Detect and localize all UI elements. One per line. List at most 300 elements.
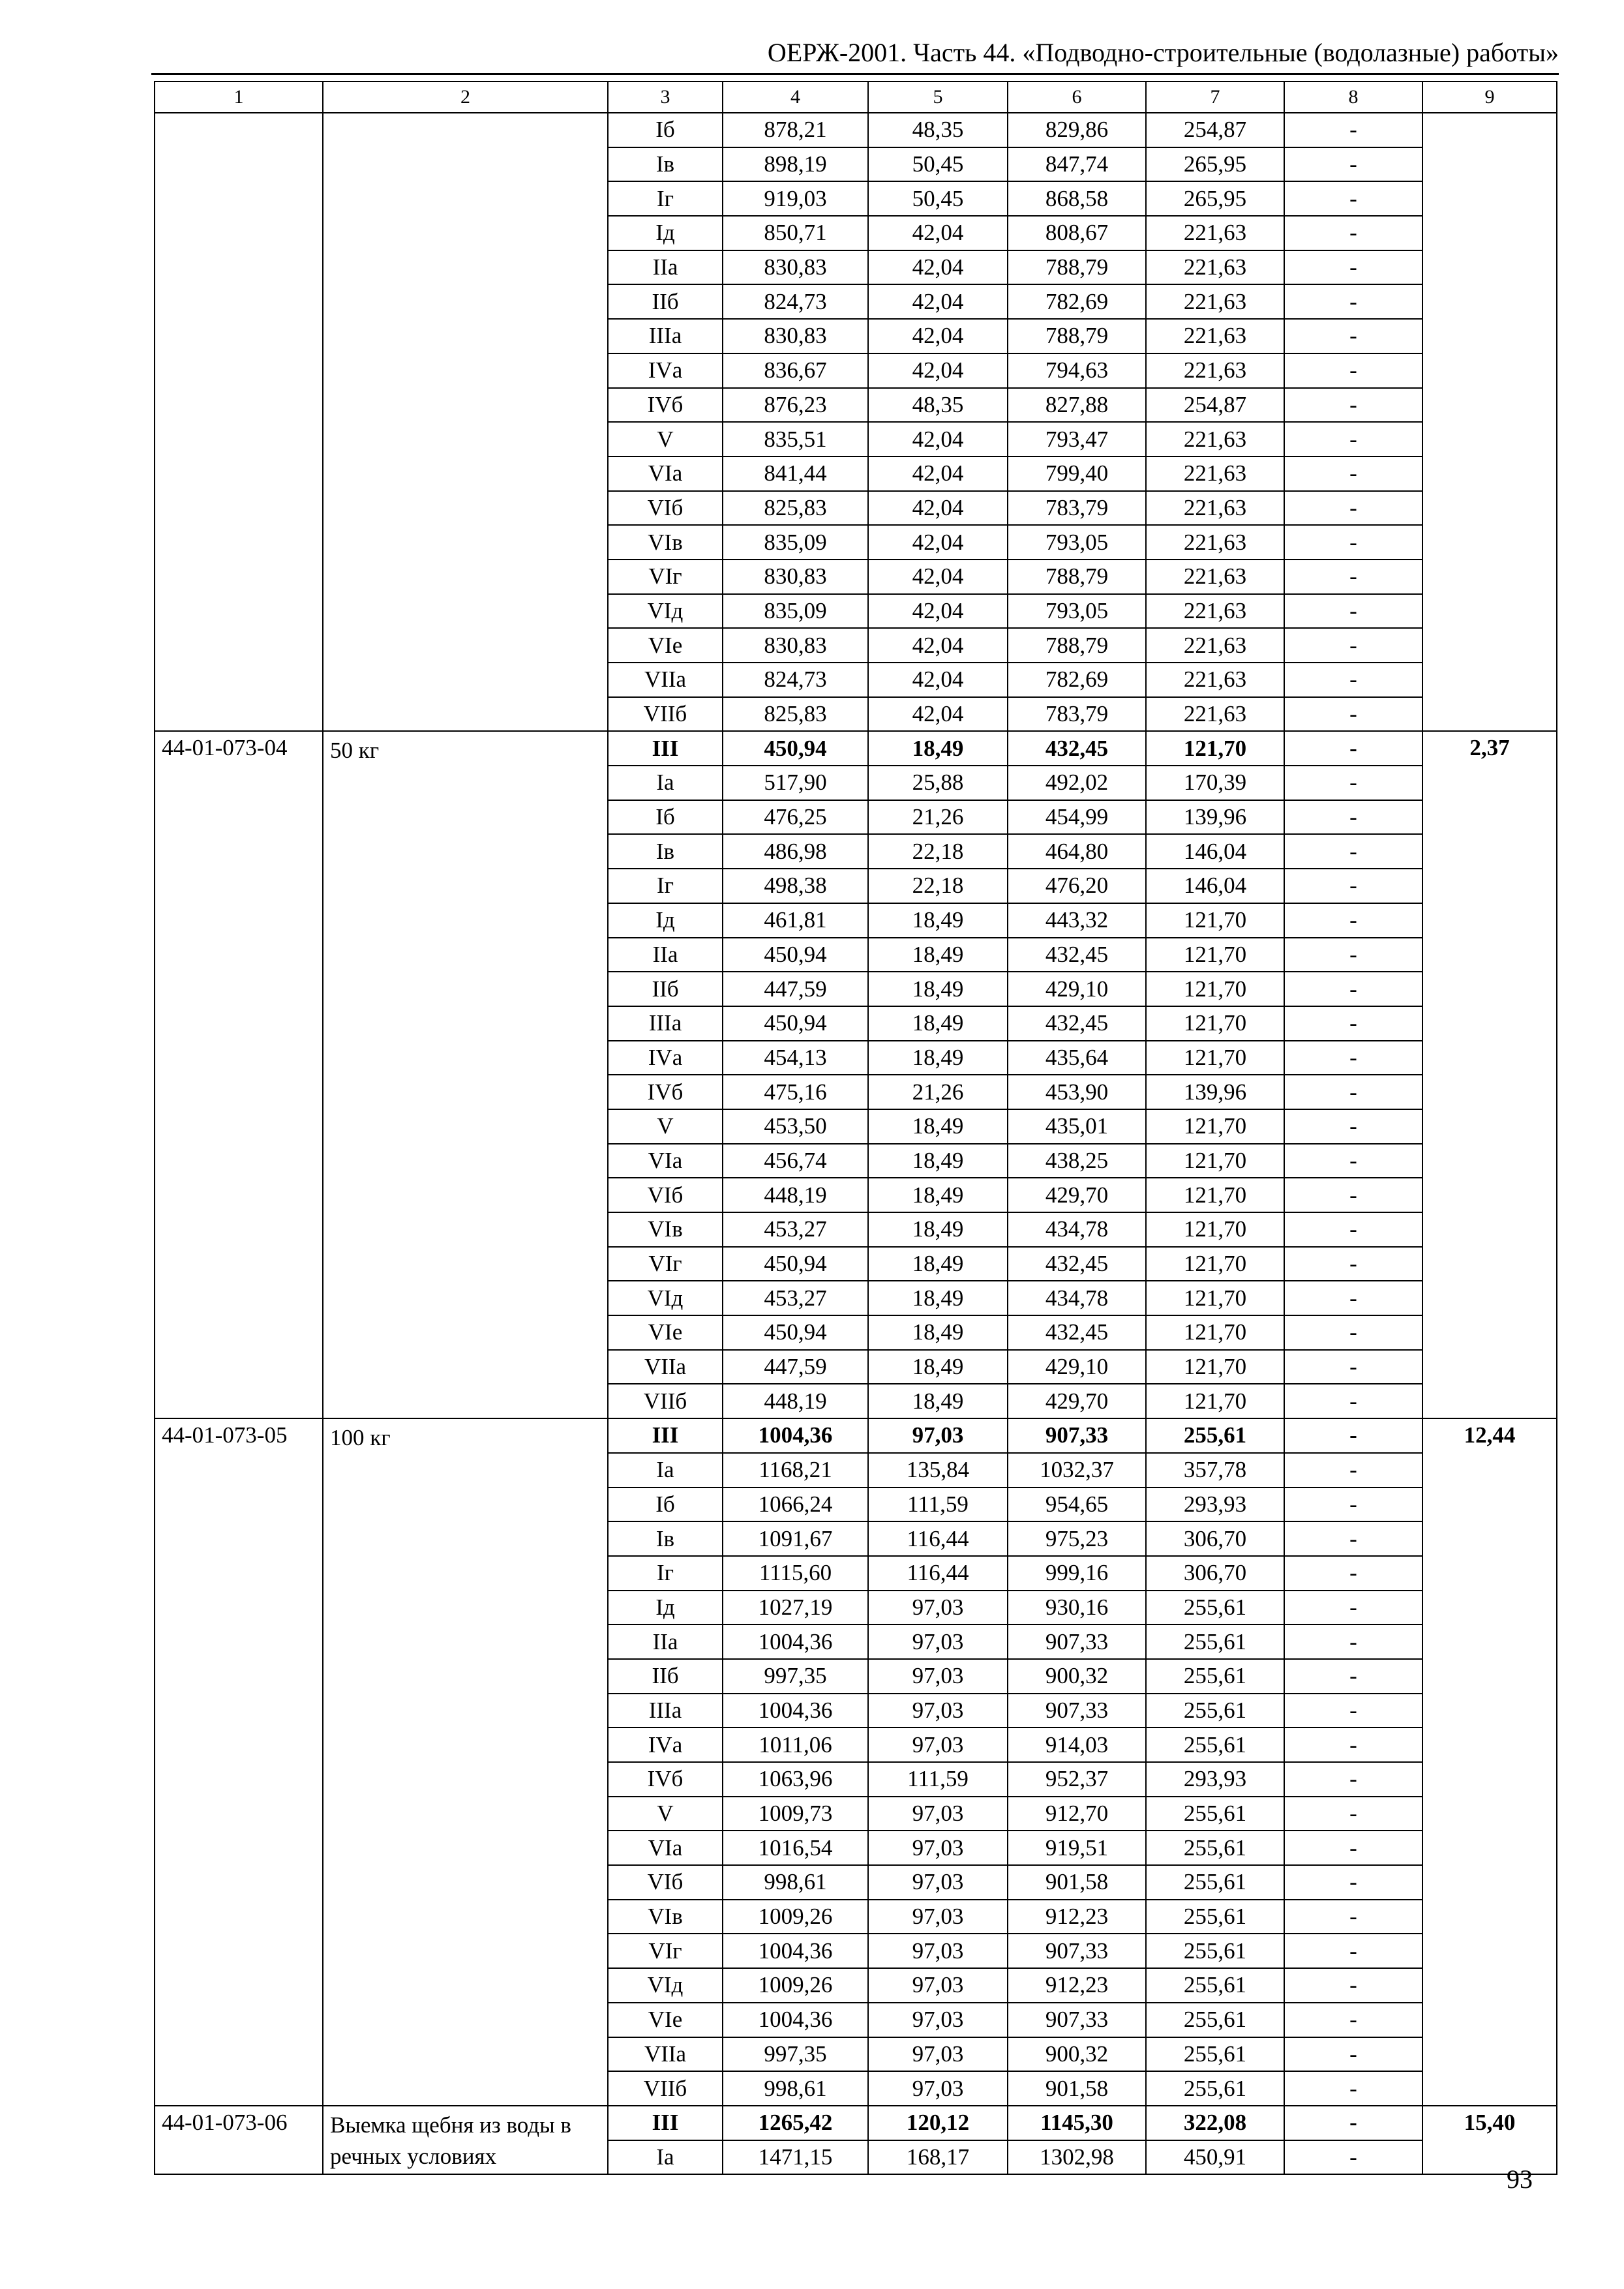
machinist-wage: 255,61 bbox=[1146, 2037, 1284, 2072]
total-cost: 450,94 bbox=[723, 1315, 868, 1350]
materials-cost: - bbox=[1284, 1968, 1422, 2003]
rate-code: 44-01-073-04 bbox=[155, 731, 323, 1418]
rates-table bbox=[154, 81, 1557, 2175]
total-cost: 1016,54 bbox=[723, 1831, 868, 1865]
machinist-wage: 121,70 bbox=[1146, 1384, 1284, 1418]
machine-cost: 901,58 bbox=[1008, 2071, 1146, 2106]
total-cost: 830,83 bbox=[723, 560, 868, 594]
region-code: IIIа bbox=[608, 319, 723, 353]
machine-cost: 907,33 bbox=[1008, 2003, 1146, 2037]
region-code: VIг bbox=[608, 560, 723, 594]
materials-cost: - bbox=[1284, 594, 1422, 629]
labor-cost: 18,49 bbox=[868, 1109, 1008, 1144]
region-code: IVа bbox=[608, 353, 723, 388]
machine-cost: 907,33 bbox=[1008, 1624, 1146, 1659]
machine-cost: 952,37 bbox=[1008, 1762, 1146, 1797]
region-code: Iа bbox=[608, 1453, 723, 1488]
labor-cost: 42,04 bbox=[868, 456, 1008, 491]
machinist-wage: 221,63 bbox=[1146, 697, 1284, 732]
region-code: III bbox=[608, 2106, 723, 2140]
region-code: III bbox=[608, 1418, 723, 1453]
materials-cost: - bbox=[1284, 1934, 1422, 1968]
labor-cost: 42,04 bbox=[868, 594, 1008, 629]
header-rule bbox=[151, 73, 1559, 75]
table-row bbox=[155, 2106, 1557, 2140]
total-cost: 998,61 bbox=[723, 1865, 868, 1900]
materials-cost: - bbox=[1284, 2003, 1422, 2037]
materials-cost: - bbox=[1284, 2037, 1422, 2072]
total-cost: 1004,36 bbox=[723, 1624, 868, 1659]
total-cost: 835,09 bbox=[723, 594, 868, 629]
materials-cost: - bbox=[1284, 731, 1422, 766]
region-code: VIв bbox=[608, 1900, 723, 1934]
region-code: Iв bbox=[608, 1521, 723, 1556]
labor-cost: 42,04 bbox=[868, 284, 1008, 319]
labor-hours bbox=[1422, 113, 1557, 731]
labor-cost: 42,04 bbox=[868, 216, 1008, 250]
machine-cost: 429,70 bbox=[1008, 1178, 1146, 1212]
region-code: VIд bbox=[608, 594, 723, 629]
region-code: VIд bbox=[608, 1968, 723, 2003]
labor-cost: 42,04 bbox=[868, 250, 1008, 285]
total-cost: 878,21 bbox=[723, 113, 868, 147]
region-code: VIIа bbox=[608, 1350, 723, 1384]
machine-cost: 782,69 bbox=[1008, 284, 1146, 319]
materials-cost: - bbox=[1284, 1521, 1422, 1556]
total-cost: 453,50 bbox=[723, 1109, 868, 1144]
total-cost: 898,19 bbox=[723, 147, 868, 182]
materials-cost: - bbox=[1284, 628, 1422, 663]
machine-cost: 914,03 bbox=[1008, 1728, 1146, 1762]
machinist-wage: 255,61 bbox=[1146, 1728, 1284, 1762]
machinist-wage: 221,63 bbox=[1146, 422, 1284, 456]
machine-cost: 782,69 bbox=[1008, 663, 1146, 697]
materials-cost: - bbox=[1284, 560, 1422, 594]
region-code: Iд bbox=[608, 903, 723, 938]
labor-cost: 97,03 bbox=[868, 1968, 1008, 2003]
machine-cost: 788,79 bbox=[1008, 560, 1146, 594]
labor-cost: 97,03 bbox=[868, 1797, 1008, 1831]
labor-cost: 42,04 bbox=[868, 697, 1008, 732]
region-code: Iб bbox=[608, 800, 723, 835]
region-code: VIг bbox=[608, 1934, 723, 1968]
materials-cost: - bbox=[1284, 1178, 1422, 1212]
materials-cost: - bbox=[1284, 216, 1422, 250]
machinist-wage: 255,61 bbox=[1146, 2071, 1284, 2106]
region-code: VIг bbox=[608, 1247, 723, 1281]
machine-cost: 900,32 bbox=[1008, 2037, 1146, 2072]
machinist-wage: 139,96 bbox=[1146, 800, 1284, 835]
labor-cost: 25,88 bbox=[868, 766, 1008, 800]
machinist-wage: 254,87 bbox=[1146, 113, 1284, 147]
region-code: Iа bbox=[608, 2140, 723, 2175]
region-code: V bbox=[608, 422, 723, 456]
labor-cost: 97,03 bbox=[868, 1865, 1008, 1900]
materials-cost: - bbox=[1284, 1488, 1422, 1522]
region-code: Iг bbox=[608, 181, 723, 216]
labor-cost: 18,49 bbox=[868, 1144, 1008, 1178]
materials-cost: - bbox=[1284, 1694, 1422, 1728]
materials-cost: - bbox=[1284, 388, 1422, 423]
region-code: VIе bbox=[608, 1315, 723, 1350]
total-cost: 1027,19 bbox=[723, 1591, 868, 1625]
total-cost: 498,38 bbox=[723, 869, 868, 903]
labor-cost: 21,26 bbox=[868, 800, 1008, 835]
machinist-wage: 121,70 bbox=[1146, 1350, 1284, 1384]
work-name: 100 кг bbox=[323, 1418, 608, 2106]
materials-cost: - bbox=[1284, 491, 1422, 526]
total-cost: 824,73 bbox=[723, 284, 868, 319]
region-code: IVа bbox=[608, 1041, 723, 1075]
region-code: IIIа bbox=[608, 1006, 723, 1041]
total-cost: 876,23 bbox=[723, 388, 868, 423]
machinist-wage: 121,70 bbox=[1146, 1315, 1284, 1350]
machinist-wage: 146,04 bbox=[1146, 834, 1284, 869]
labor-cost: 42,04 bbox=[868, 628, 1008, 663]
machinist-wage: 221,63 bbox=[1146, 216, 1284, 250]
machine-cost: 827,88 bbox=[1008, 388, 1146, 423]
column-number: 9 bbox=[1422, 82, 1557, 113]
total-cost: 997,35 bbox=[723, 2037, 868, 2072]
materials-cost: - bbox=[1284, 113, 1422, 147]
total-cost: 1168,21 bbox=[723, 1453, 868, 1488]
machinist-wage: 121,70 bbox=[1146, 1212, 1284, 1247]
machinist-wage: 255,61 bbox=[1146, 1934, 1284, 1968]
machinist-wage: 221,63 bbox=[1146, 525, 1284, 560]
labor-cost: 18,49 bbox=[868, 1212, 1008, 1247]
total-cost: 1066,24 bbox=[723, 1488, 868, 1522]
machinist-wage: 221,63 bbox=[1146, 353, 1284, 388]
labor-cost: 18,49 bbox=[868, 1178, 1008, 1212]
total-cost: 1115,60 bbox=[723, 1556, 868, 1591]
labor-cost: 116,44 bbox=[868, 1521, 1008, 1556]
machine-cost: 907,33 bbox=[1008, 1694, 1146, 1728]
total-cost: 825,83 bbox=[723, 491, 868, 526]
machine-cost: 900,32 bbox=[1008, 1659, 1146, 1694]
total-cost: 453,27 bbox=[723, 1281, 868, 1315]
table-row bbox=[155, 1418, 1557, 1453]
machinist-wage: 450,91 bbox=[1146, 2140, 1284, 2175]
materials-cost: - bbox=[1284, 1762, 1422, 1797]
total-cost: 1004,36 bbox=[723, 1418, 868, 1453]
machinist-wage: 255,61 bbox=[1146, 1900, 1284, 1934]
materials-cost: - bbox=[1284, 834, 1422, 869]
machine-cost: 930,16 bbox=[1008, 1591, 1146, 1625]
work-name bbox=[323, 113, 608, 731]
machinist-wage: 121,70 bbox=[1146, 1281, 1284, 1315]
labor-cost: 22,18 bbox=[868, 834, 1008, 869]
region-code: VIа bbox=[608, 1144, 723, 1178]
machinist-wage: 121,70 bbox=[1146, 972, 1284, 1006]
total-cost: 475,16 bbox=[723, 1075, 868, 1109]
materials-cost: - bbox=[1284, 422, 1422, 456]
machinist-wage: 265,95 bbox=[1146, 147, 1284, 182]
total-cost: 835,09 bbox=[723, 525, 868, 560]
machine-cost: 432,45 bbox=[1008, 1247, 1146, 1281]
machine-cost: 808,67 bbox=[1008, 216, 1146, 250]
materials-cost: - bbox=[1284, 2106, 1422, 2140]
region-code: VIIб bbox=[608, 2071, 723, 2106]
materials-cost: - bbox=[1284, 697, 1422, 732]
total-cost: 447,59 bbox=[723, 972, 868, 1006]
region-code: VIIа bbox=[608, 2037, 723, 2072]
machine-cost: 1145,30 bbox=[1008, 2106, 1146, 2140]
materials-cost: - bbox=[1284, 1591, 1422, 1625]
machine-cost: 492,02 bbox=[1008, 766, 1146, 800]
machine-cost: 1032,37 bbox=[1008, 1453, 1146, 1488]
column-number: 3 bbox=[608, 82, 723, 113]
machine-cost: 788,79 bbox=[1008, 319, 1146, 353]
labor-cost: 97,03 bbox=[868, 1591, 1008, 1625]
total-cost: 447,59 bbox=[723, 1350, 868, 1384]
region-code: VIе bbox=[608, 628, 723, 663]
machine-cost: 464,80 bbox=[1008, 834, 1146, 869]
work-name: 50 кг bbox=[323, 731, 608, 1418]
machine-cost: 907,33 bbox=[1008, 1418, 1146, 1453]
column-number: 7 bbox=[1146, 82, 1284, 113]
labor-cost: 18,49 bbox=[868, 903, 1008, 938]
column-number-row bbox=[155, 82, 1557, 113]
machine-cost: 912,23 bbox=[1008, 1900, 1146, 1934]
machine-cost: 975,23 bbox=[1008, 1521, 1146, 1556]
total-cost: 448,19 bbox=[723, 1384, 868, 1418]
machine-cost: 435,01 bbox=[1008, 1109, 1146, 1144]
total-cost: 830,83 bbox=[723, 319, 868, 353]
machine-cost: 907,33 bbox=[1008, 1934, 1146, 1968]
region-code: IIа bbox=[608, 1624, 723, 1659]
machinist-wage: 121,70 bbox=[1146, 1178, 1284, 1212]
materials-cost: - bbox=[1284, 1900, 1422, 1934]
region-code: IIIа bbox=[608, 1694, 723, 1728]
machinist-wage: 121,70 bbox=[1146, 1006, 1284, 1041]
machinist-wage: 322,08 bbox=[1146, 2106, 1284, 2140]
machinist-wage: 121,70 bbox=[1146, 938, 1284, 972]
region-code: Iв bbox=[608, 834, 723, 869]
materials-cost: - bbox=[1284, 319, 1422, 353]
labor-cost: 120,12 bbox=[868, 2106, 1008, 2140]
region-code: Iд bbox=[608, 216, 723, 250]
machinist-wage: 221,63 bbox=[1146, 250, 1284, 285]
machine-cost: 1302,98 bbox=[1008, 2140, 1146, 2175]
machine-cost: 829,86 bbox=[1008, 113, 1146, 147]
machine-cost: 919,51 bbox=[1008, 1831, 1146, 1865]
region-code: IVа bbox=[608, 1728, 723, 1762]
machine-cost: 783,79 bbox=[1008, 491, 1146, 526]
machine-cost: 847,74 bbox=[1008, 147, 1146, 182]
region-code: VIв bbox=[608, 1212, 723, 1247]
machinist-wage: 255,61 bbox=[1146, 1831, 1284, 1865]
labor-cost: 48,35 bbox=[868, 388, 1008, 423]
materials-cost: - bbox=[1284, 147, 1422, 182]
machine-cost: 912,23 bbox=[1008, 1968, 1146, 2003]
total-cost: 450,94 bbox=[723, 938, 868, 972]
machine-cost: 429,10 bbox=[1008, 972, 1146, 1006]
machinist-wage: 121,70 bbox=[1146, 1109, 1284, 1144]
labor-cost: 97,03 bbox=[868, 2003, 1008, 2037]
total-cost: 453,27 bbox=[723, 1212, 868, 1247]
machinist-wage: 121,70 bbox=[1146, 1247, 1284, 1281]
labor-cost: 42,04 bbox=[868, 560, 1008, 594]
region-code: VIд bbox=[608, 1281, 723, 1315]
region-code: VIа bbox=[608, 456, 723, 491]
total-cost: 1004,36 bbox=[723, 1934, 868, 1968]
machine-cost: 432,45 bbox=[1008, 1315, 1146, 1350]
region-code: IIа bbox=[608, 938, 723, 972]
region-code: IIб bbox=[608, 1659, 723, 1694]
machinist-wage: 221,63 bbox=[1146, 284, 1284, 319]
labor-hours: 12,44 bbox=[1422, 1418, 1557, 2106]
materials-cost: - bbox=[1284, 800, 1422, 835]
machinist-wage: 255,61 bbox=[1146, 1865, 1284, 1900]
machine-cost: 432,45 bbox=[1008, 938, 1146, 972]
machine-cost: 999,16 bbox=[1008, 1556, 1146, 1591]
table-row bbox=[155, 113, 1557, 147]
materials-cost: - bbox=[1284, 181, 1422, 216]
region-code: Iб bbox=[608, 113, 723, 147]
labor-cost: 42,04 bbox=[868, 422, 1008, 456]
machine-cost: 794,63 bbox=[1008, 353, 1146, 388]
labor-hours: 2,37 bbox=[1422, 731, 1557, 1418]
materials-cost: - bbox=[1284, 250, 1422, 285]
materials-cost: - bbox=[1284, 284, 1422, 319]
region-code: Iб bbox=[608, 1488, 723, 1522]
labor-cost: 18,49 bbox=[868, 1384, 1008, 1418]
labor-cost: 50,45 bbox=[868, 147, 1008, 182]
machinist-wage: 255,61 bbox=[1146, 1694, 1284, 1728]
total-cost: 448,19 bbox=[723, 1178, 868, 1212]
machine-cost: 435,64 bbox=[1008, 1041, 1146, 1075]
labor-cost: 97,03 bbox=[868, 2071, 1008, 2106]
machinist-wage: 265,95 bbox=[1146, 181, 1284, 216]
machine-cost: 476,20 bbox=[1008, 869, 1146, 903]
materials-cost: - bbox=[1284, 525, 1422, 560]
materials-cost: - bbox=[1284, 1075, 1422, 1109]
machine-cost: 429,10 bbox=[1008, 1350, 1146, 1384]
total-cost: 824,73 bbox=[723, 663, 868, 697]
labor-cost: 18,49 bbox=[868, 1041, 1008, 1075]
machinist-wage: 255,61 bbox=[1146, 1968, 1284, 2003]
materials-cost: - bbox=[1284, 1212, 1422, 1247]
labor-cost: 18,49 bbox=[868, 731, 1008, 766]
materials-cost: - bbox=[1284, 353, 1422, 388]
total-cost: 456,74 bbox=[723, 1144, 868, 1178]
labor-cost: 42,04 bbox=[868, 319, 1008, 353]
region-code: Iв bbox=[608, 147, 723, 182]
labor-cost: 116,44 bbox=[868, 1556, 1008, 1591]
machine-cost: 912,70 bbox=[1008, 1797, 1146, 1831]
materials-cost: - bbox=[1284, 1453, 1422, 1488]
materials-cost: - bbox=[1284, 1728, 1422, 1762]
machinist-wage: 146,04 bbox=[1146, 869, 1284, 903]
region-code: VIе bbox=[608, 2003, 723, 2037]
region-code: VIIб bbox=[608, 697, 723, 732]
total-cost: 454,13 bbox=[723, 1041, 868, 1075]
machine-cost: 438,25 bbox=[1008, 1144, 1146, 1178]
column-number: 2 bbox=[323, 82, 608, 113]
total-cost: 850,71 bbox=[723, 216, 868, 250]
region-code: IVб bbox=[608, 1075, 723, 1109]
region-code: VIIб bbox=[608, 1384, 723, 1418]
region-code: IVб bbox=[608, 1762, 723, 1797]
machinist-wage: 293,93 bbox=[1146, 1762, 1284, 1797]
materials-cost: - bbox=[1284, 456, 1422, 491]
materials-cost: - bbox=[1284, 1797, 1422, 1831]
rate-code: 44-01-073-06 bbox=[155, 2106, 323, 2174]
labor-cost: 42,04 bbox=[868, 491, 1008, 526]
region-code: IIб bbox=[608, 284, 723, 319]
labor-cost: 97,03 bbox=[868, 1831, 1008, 1865]
region-code: VIб bbox=[608, 1865, 723, 1900]
machine-cost: 432,45 bbox=[1008, 1006, 1146, 1041]
labor-cost: 97,03 bbox=[868, 1418, 1008, 1453]
machinist-wage: 221,63 bbox=[1146, 560, 1284, 594]
page-number: 93 bbox=[1507, 2164, 1533, 2194]
machinist-wage: 255,61 bbox=[1146, 1797, 1284, 1831]
region-code: VIб bbox=[608, 1178, 723, 1212]
machinist-wage: 306,70 bbox=[1146, 1556, 1284, 1591]
machinist-wage: 221,63 bbox=[1146, 594, 1284, 629]
materials-cost: - bbox=[1284, 869, 1422, 903]
machine-cost: 793,47 bbox=[1008, 422, 1146, 456]
materials-cost: - bbox=[1284, 1350, 1422, 1384]
column-number: 8 bbox=[1284, 82, 1422, 113]
column-number: 5 bbox=[868, 82, 1008, 113]
machinist-wage: 255,61 bbox=[1146, 1418, 1284, 1453]
materials-cost: - bbox=[1284, 1315, 1422, 1350]
materials-cost: - bbox=[1284, 903, 1422, 938]
labor-cost: 18,49 bbox=[868, 1247, 1008, 1281]
machinist-wage: 221,63 bbox=[1146, 663, 1284, 697]
region-code: IVб bbox=[608, 388, 723, 423]
machine-cost: 793,05 bbox=[1008, 594, 1146, 629]
labor-cost: 18,49 bbox=[868, 938, 1008, 972]
region-code: V bbox=[608, 1109, 723, 1144]
labor-cost: 18,49 bbox=[868, 1315, 1008, 1350]
total-cost: 830,83 bbox=[723, 628, 868, 663]
total-cost: 1011,06 bbox=[723, 1728, 868, 1762]
region-code: V bbox=[608, 1797, 723, 1831]
materials-cost: - bbox=[1284, 1041, 1422, 1075]
total-cost: 450,94 bbox=[723, 731, 868, 766]
machinist-wage: 121,70 bbox=[1146, 1144, 1284, 1178]
machine-cost: 901,58 bbox=[1008, 1865, 1146, 1900]
materials-cost: - bbox=[1284, 1109, 1422, 1144]
work-name: Выемка щебня из воды в речных условиях bbox=[323, 2106, 608, 2174]
machinist-wage: 170,39 bbox=[1146, 766, 1284, 800]
region-code: Iг bbox=[608, 1556, 723, 1591]
rate-code: 44-01-073-05 bbox=[155, 1418, 323, 2106]
region-code: VIв bbox=[608, 525, 723, 560]
materials-cost: - bbox=[1284, 1418, 1422, 1453]
labor-cost: 18,49 bbox=[868, 972, 1008, 1006]
region-code: VIа bbox=[608, 1831, 723, 1865]
machine-cost: 453,90 bbox=[1008, 1075, 1146, 1109]
materials-cost: - bbox=[1284, 766, 1422, 800]
total-cost: 835,51 bbox=[723, 422, 868, 456]
page-header: ОЕРЖ-2001. Часть 44. «Подводно-строительные (водолазные) работы» bbox=[767, 38, 1559, 67]
materials-cost: - bbox=[1284, 1556, 1422, 1591]
total-cost: 1004,36 bbox=[723, 1694, 868, 1728]
labor-cost: 22,18 bbox=[868, 869, 1008, 903]
total-cost: 836,67 bbox=[723, 353, 868, 388]
total-cost: 1009,26 bbox=[723, 1900, 868, 1934]
region-code: III bbox=[608, 731, 723, 766]
materials-cost: - bbox=[1284, 1006, 1422, 1041]
labor-cost: 42,04 bbox=[868, 663, 1008, 697]
machinist-wage: 221,63 bbox=[1146, 456, 1284, 491]
materials-cost: - bbox=[1284, 1247, 1422, 1281]
total-cost: 450,94 bbox=[723, 1247, 868, 1281]
